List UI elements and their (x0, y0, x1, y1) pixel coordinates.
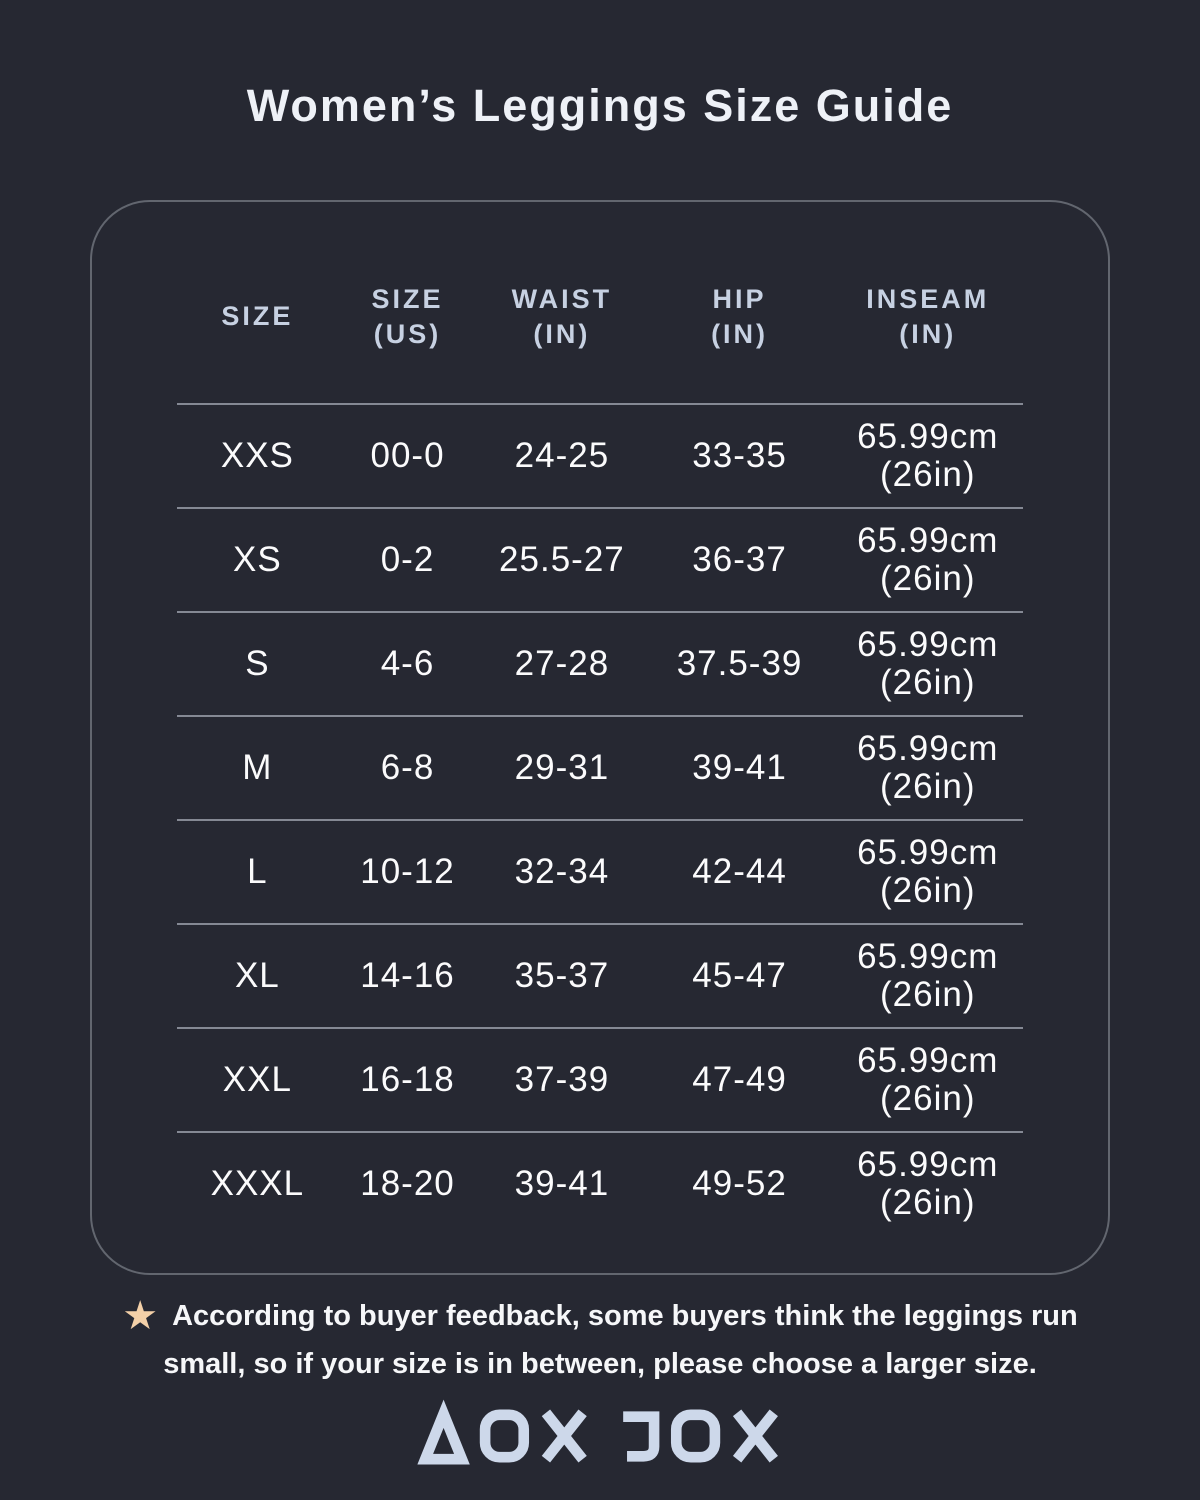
header-inseam: INSEAM (IN) (866, 283, 990, 349)
table-row (177, 1131, 1023, 1235)
inseam-cell: 65.99cm (26in) (857, 625, 999, 702)
buyer-feedback-note (45, 1292, 1155, 1388)
inseam-cell: 65.99cm (26in) (857, 1145, 999, 1222)
brand-logo (0, 1408, 1200, 1469)
inseam-cell: 65.99cm (26in) (857, 833, 999, 910)
hip-cell: 39-41 (692, 748, 787, 787)
hip-cell: 47-49 (692, 1060, 787, 1099)
hip-cell: 49-52 (692, 1164, 787, 1203)
waist-cell: 37-39 (514, 1060, 610, 1099)
table-header-row (177, 202, 1023, 403)
us-size-cell: 00-0 (370, 436, 445, 475)
hip-cell: 42-44 (692, 852, 787, 891)
waist-cell: 27-28 (514, 644, 610, 683)
size-table-panel (90, 200, 1110, 1275)
hip-cell: 36-37 (692, 540, 787, 579)
waist-cell: 24-25 (514, 436, 610, 475)
inseam-cell: 65.99cm (26in) (857, 1041, 999, 1118)
page-title: Women’s Leggings Size Guide (246, 80, 954, 131)
table-row (177, 923, 1023, 1027)
header-size-us: SIZE (US) (371, 283, 444, 349)
hip-cell: 33-35 (692, 436, 787, 475)
note-line-2: small, so if your size is in between, please choose a larger size. (163, 1348, 1037, 1380)
waist-cell: 39-41 (514, 1164, 610, 1203)
us-size-cell: 14-16 (360, 956, 455, 995)
size-table (177, 202, 1023, 1235)
us-size-cell: 18-20 (360, 1164, 455, 1203)
inseam-cell: 65.99cm (26in) (857, 417, 999, 494)
us-size-cell: 10-12 (360, 852, 455, 891)
us-size-cell: 4-6 (380, 644, 435, 683)
header-hip: HIP (IN) (711, 283, 769, 349)
size-cell: M (242, 748, 273, 787)
size-cell: XXS (220, 436, 294, 475)
waist-cell: 29-31 (514, 748, 610, 787)
table-row (177, 1027, 1023, 1131)
waist-cell: 32-34 (514, 852, 610, 891)
size-cell: XXXL (210, 1164, 305, 1203)
size-cell: L (247, 852, 268, 891)
waist-cell: 25.5-27 (499, 540, 625, 579)
brand-logo-graphic (416, 1408, 784, 1464)
table-row (177, 819, 1023, 923)
table-row (177, 715, 1023, 819)
header-size: SIZE (221, 301, 294, 331)
header-waist: WAIST (IN) (511, 283, 613, 349)
size-cell: XXL (222, 1060, 292, 1099)
note-line-1: ★ According to buyer feedback, some buyers think the leggings run (122, 1294, 1078, 1338)
inseam-cell: 65.99cm (26in) (857, 729, 999, 806)
waist-cell: 35-37 (514, 956, 610, 995)
table-row (177, 403, 1023, 507)
size-cell: XS (233, 540, 282, 579)
size-cell: XL (234, 956, 280, 995)
hip-cell: 37.5-39 (676, 644, 803, 683)
star-icon: ★ (122, 1294, 159, 1338)
us-size-cell: 16-18 (360, 1060, 455, 1099)
table-row (177, 507, 1023, 611)
us-size-cell: 6-8 (380, 748, 435, 787)
inseam-cell: 65.99cm (26in) (857, 521, 999, 598)
inseam-cell: 65.99cm (26in) (857, 937, 999, 1014)
size-cell: S (245, 644, 270, 683)
hip-cell: 45-47 (692, 956, 787, 995)
us-size-cell: 0-2 (380, 540, 435, 579)
table-row (177, 611, 1023, 715)
